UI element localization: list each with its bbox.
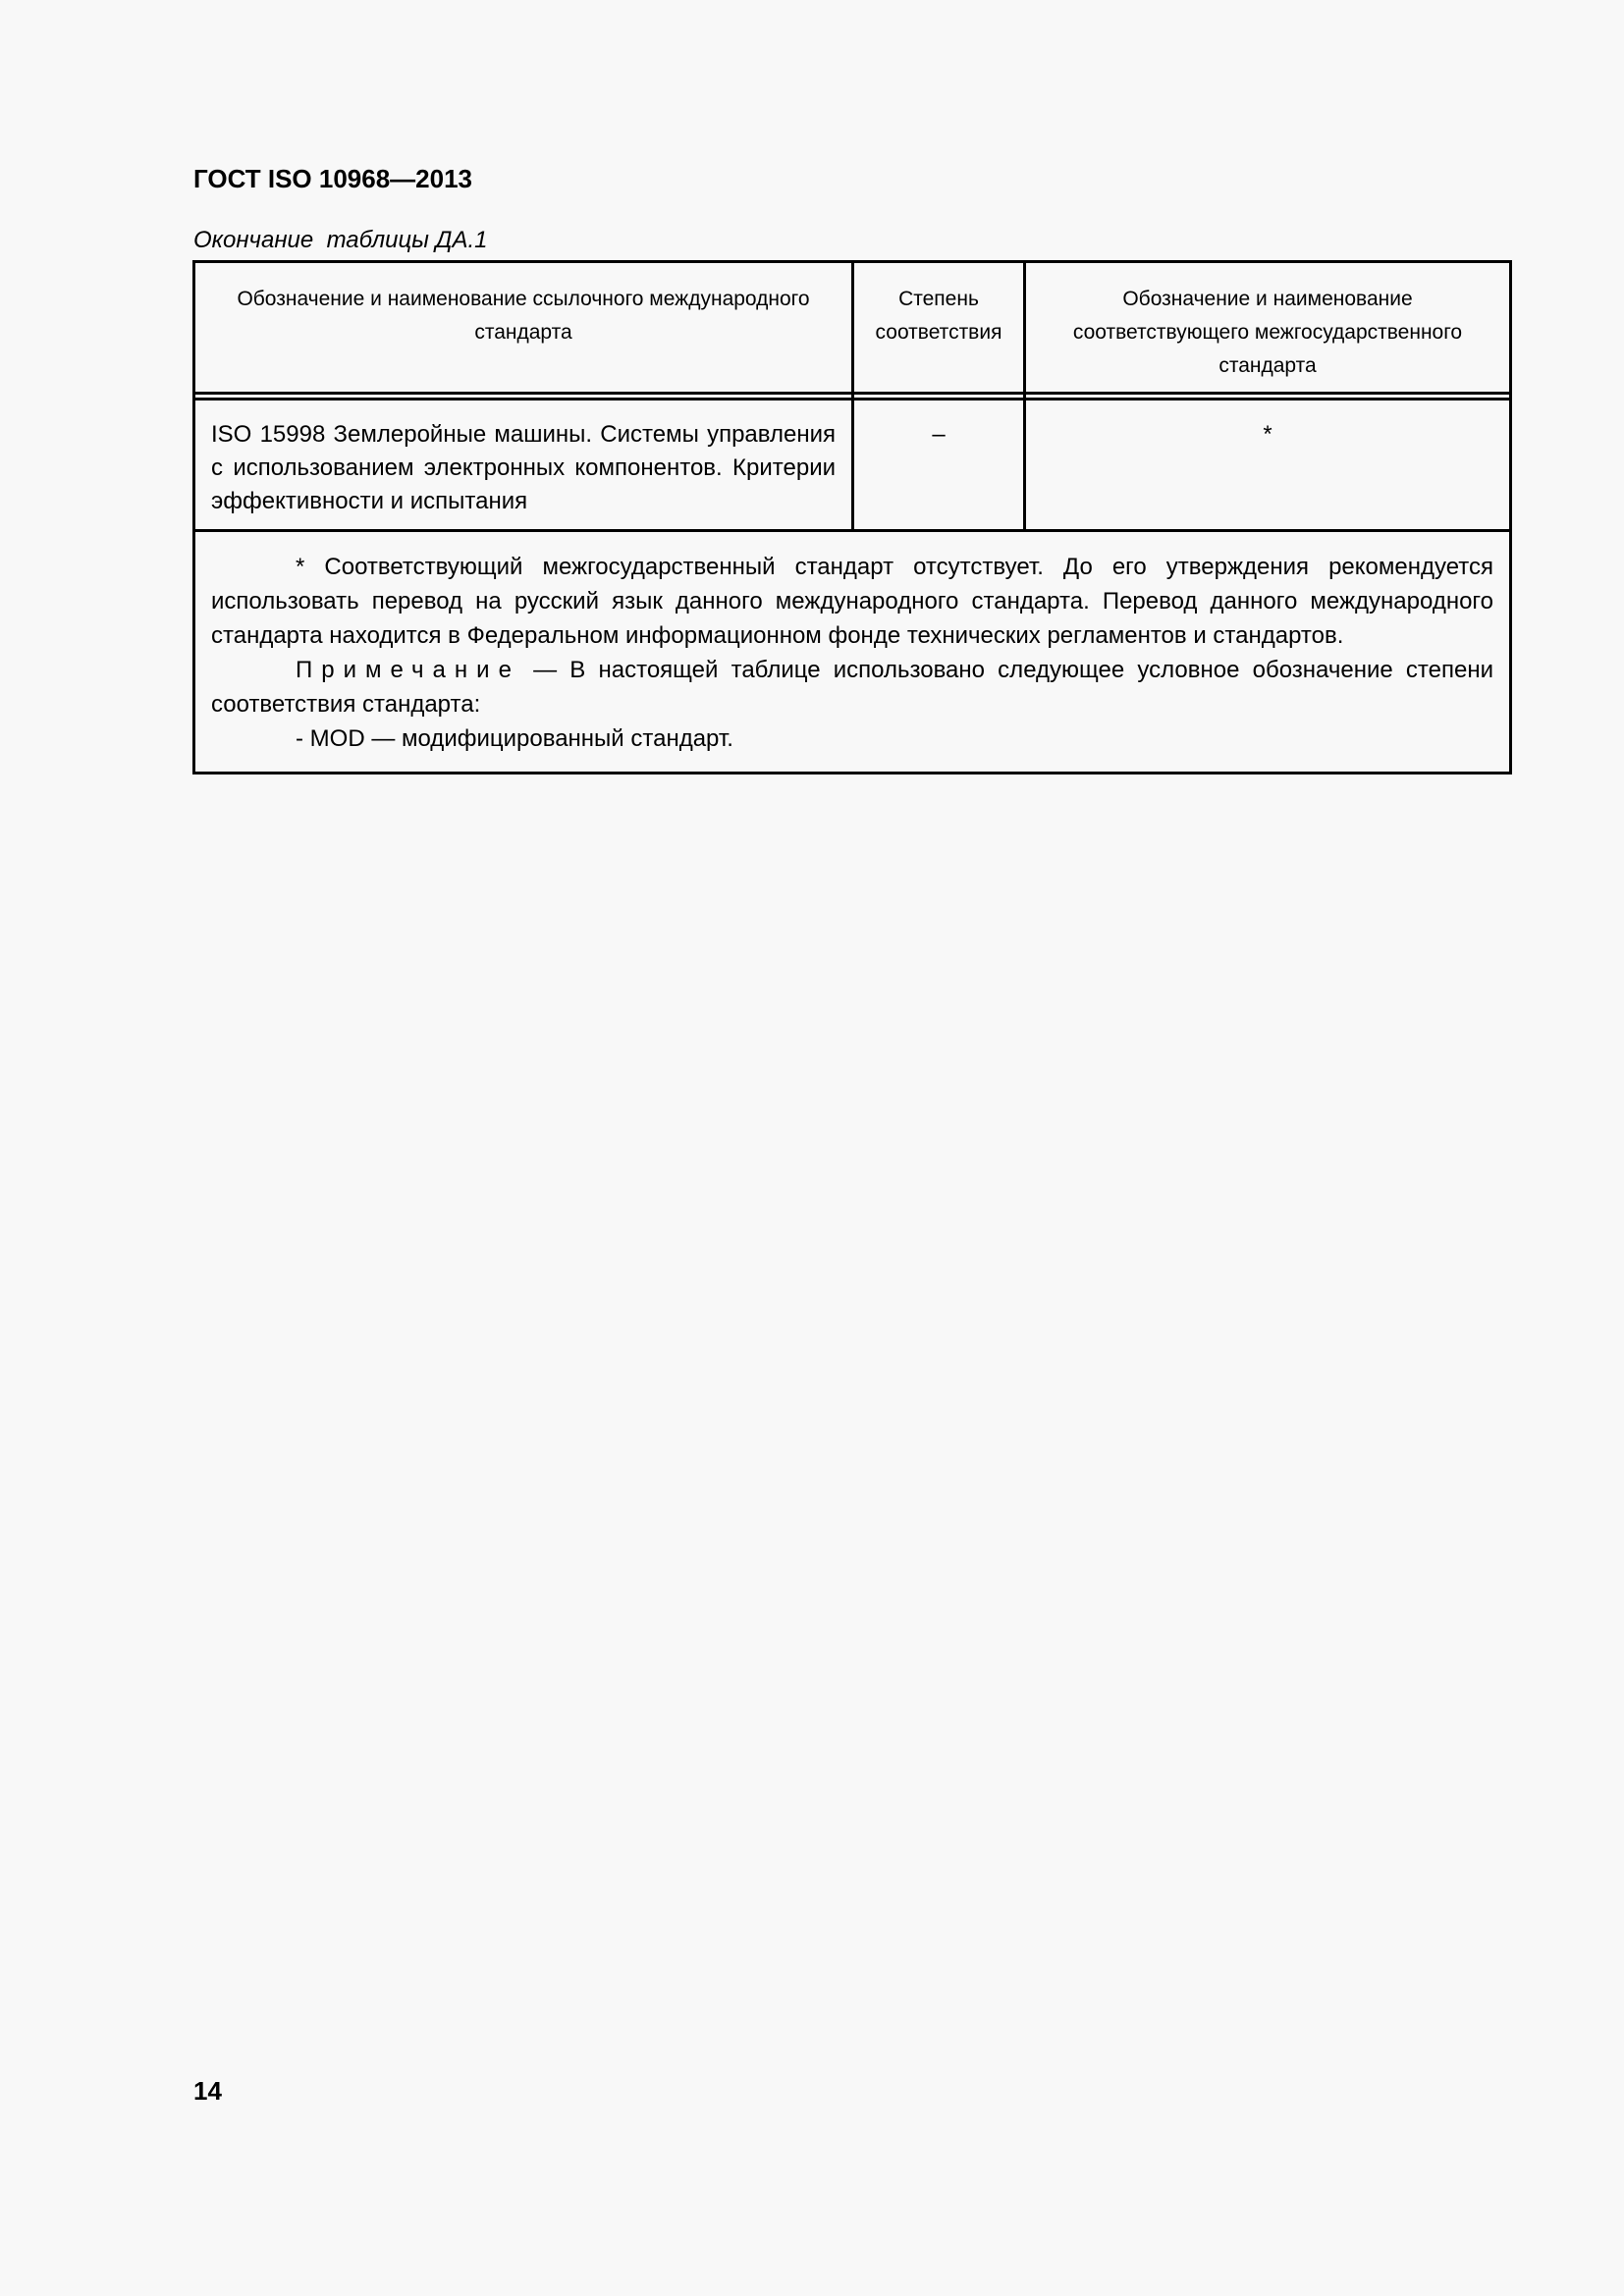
note-label: Примечание	[296, 657, 520, 683]
table-notes	[194, 531, 1511, 774]
table-notes-row	[194, 531, 1511, 774]
document-header: ГОСТ ISO 10968—2013	[193, 164, 473, 193]
table-header-row	[194, 262, 1511, 394]
footnote-text: * Соответствующий межгосударственный стандарт отсутствует. До его утверждения рекомендуется использовать перевод на русский язык данного международного стандарта. Перевод данного международного стандарта находится в Федеральном информационном фонде технических регламентов и стандартов.	[211, 554, 1493, 649]
table-row	[194, 400, 1511, 531]
note-paragraph	[211, 653, 1493, 721]
column-header-degree: Степень соответствия	[853, 262, 1025, 394]
note-text: — В настоящей таблице использовано следующее условное обозначение степени соответствия стандарта:	[211, 657, 1493, 718]
column-header-reference-standard: Обозначение и наименование ссылочного международного стандарта	[194, 262, 853, 394]
mod-item: - MOD — модифицированный стандарт.	[296, 725, 733, 752]
cell-interstate-standard: *	[1025, 400, 1511, 531]
correspondence-table	[192, 260, 1512, 774]
cell-reference-standard: ISO 15998 Землеройные машины. Системы управления с использованием электронных компонентов. Критерии эффективности и испытания	[194, 400, 853, 531]
cell-degree: –	[853, 400, 1025, 531]
table-caption: Окончание таблицы ДА.1	[193, 227, 488, 253]
page-number: 14	[193, 2076, 222, 2106]
column-header-interstate-standard: Обозначение и наименование соответствующего межгосударственного стандарта	[1025, 262, 1511, 394]
